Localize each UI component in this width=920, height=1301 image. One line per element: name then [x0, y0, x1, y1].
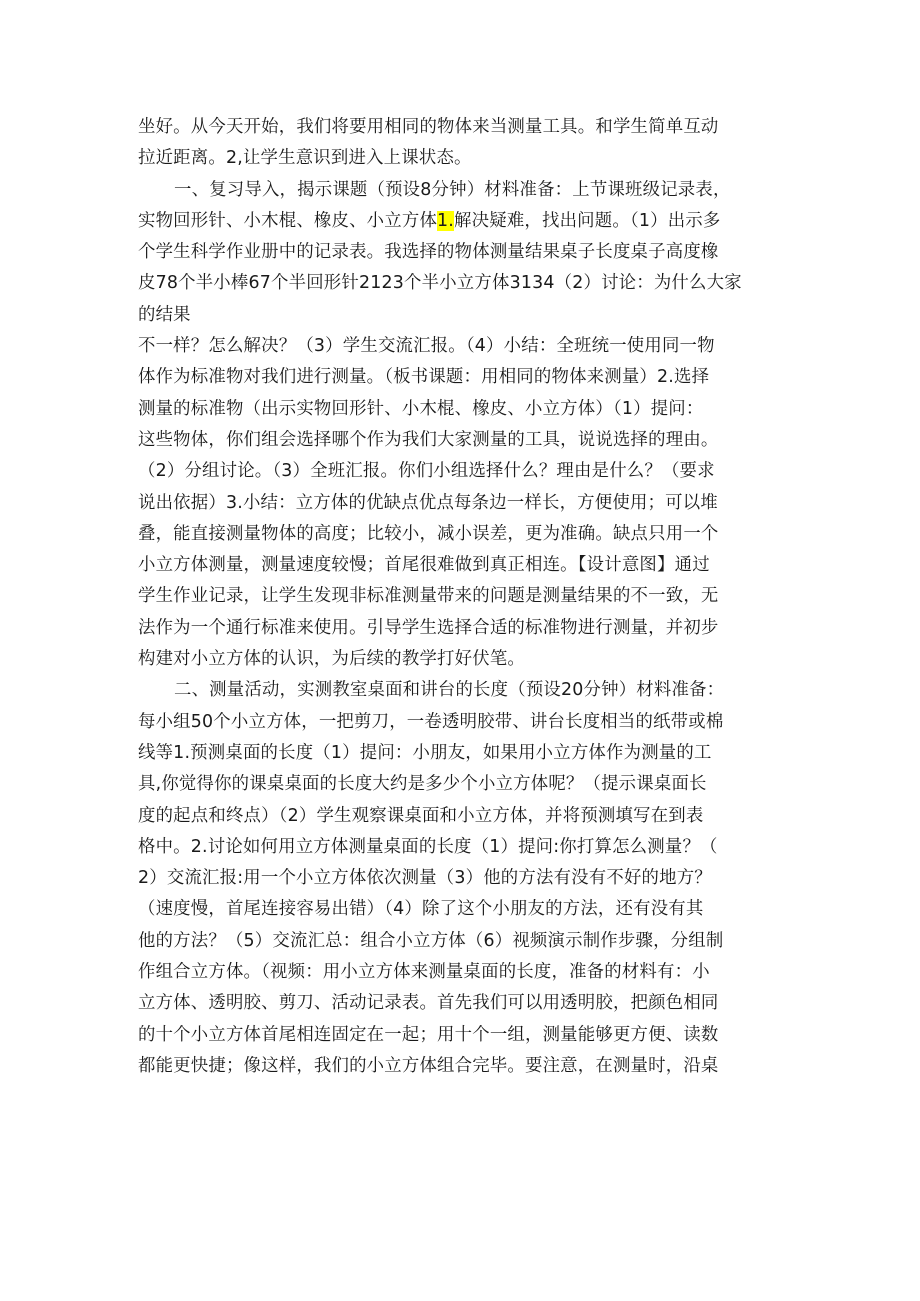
text-line: 叠，能直接测量物体的高度；比较小，减小误差，更为准确。缺点只用一个: [138, 523, 719, 544]
text-line: 这些物体，你们组会选择哪个作为我们大家测量的工具，说说选择的理由。: [138, 429, 719, 450]
text-line: 的结果: [138, 304, 191, 325]
text-line: 立方体、透明胶、剪刀、活动记录表。首先我们可以用透明胶，把颜色相同: [138, 993, 719, 1014]
text-line: 作组合立方体。（视频：用小立方体来测量桌面的长度，准备的材料有：小: [138, 962, 710, 983]
text-line: （2）分组讨论。（3）全班汇报。你们小组选择什么？理由是什么？（要求: [138, 461, 715, 482]
text-line: 的十个小立方体首尾相连固定在一起；用十个一组，测量能够更方便、读数: [138, 1024, 719, 1045]
text-line: 他的方法？（5）交流汇总：组合小立方体（6）视频演示制作步骤，分组制: [138, 930, 724, 951]
text-line: 线等1.预测桌面的长度（1）提问：小朋友，如果用小立方体作为测量的工: [138, 742, 712, 763]
text-segment: 解决疑难，找出问题。（1）出示多: [454, 210, 721, 231]
text-line: 构建对小立方体的认识，为后续的教学打好伏笔。: [138, 649, 525, 670]
text-line: 不一样？怎么解决？（3）学生交流汇报。（4）小结：全班统一使用同一物: [138, 336, 715, 357]
text-line: （速度慢，首尾连接容易出错）（4）除了这个小朋友的方法，还有没有其: [138, 899, 704, 920]
text-line: 测量的标准物（出示实物回形针、小木棍、橡皮、小立方体）（1）提问：: [138, 398, 704, 419]
document-body: [138, 112, 798, 1082]
text-line: 皮78个半小棒67个半回形针2123个半小立方体3134（2）讨论：为什么大家: [138, 273, 742, 294]
text-line: 法作为一个通行标准来使用。引导学生选择合适的标准物进行测量，并初步: [138, 617, 719, 638]
text-line-with-highlight: [138, 206, 798, 237]
text-line: 学生作业记录，让学生发现非标准测量带来的问题是测量结果的不一致，无: [138, 586, 719, 607]
text-line: 拉近距离。2,让学生意识到进入上课状态。: [138, 148, 472, 169]
text-line: 体作为标准物对我们进行测量。（板书课题：用相同的物体来测量）2.选择: [138, 367, 710, 388]
section-heading-line: 一、复习导入，揭示课题（预设8分钟）材料准备：上节课班级记录表，: [174, 179, 731, 200]
text-line: 个学生科学作业册中的记录表。我选择的物体测量结果桌子长度桌子高度橡: [138, 242, 719, 263]
text-line: 每小组50个小立方体，一把剪刀，一卷透明胶带、讲台长度相当的纸带或棉: [138, 711, 724, 732]
text-line: 具,你觉得你的课桌桌面的长度大约是多少个小立方体呢？（提示课桌面长: [138, 774, 707, 795]
text-line: 格中。2.讨论如何用立方体测量桌面的长度（1）提问:你打算怎么测量？（: [138, 836, 718, 857]
text-line: 度的起点和终点）（2）学生观察课桌面和小立方体，并将预测填写在到表: [138, 805, 704, 826]
text-line: 坐好。从今天开始，我们将要用相同的物体来当测量工具。和学生简单互动: [138, 117, 719, 137]
text-line: 说出依据）3.小结：立方体的优缺点优点每条边一样长，方便使用；可以堆: [138, 492, 718, 513]
text-line: 都能更快捷；像这样，我们的小立方体组合完毕。要注意，在测量时，沿桌: [138, 1055, 719, 1076]
text-line: 2）交流汇报:用一个小立方体依次测量（3）他的方法有没有不好的地方？: [138, 868, 712, 889]
text-line: 小立方体测量，测量速度较慢；首尾很难做到真正相连。【设计意图】通过: [138, 555, 710, 576]
section-heading-line: 二、测量活动，实测教室桌面和讲台的长度（预设20分钟）材料准备：: [174, 680, 725, 701]
text-segment: 实物回形针、小木棍、橡皮、小立方体: [138, 210, 438, 231]
highlighted-marker: 1.: [437, 210, 455, 231]
